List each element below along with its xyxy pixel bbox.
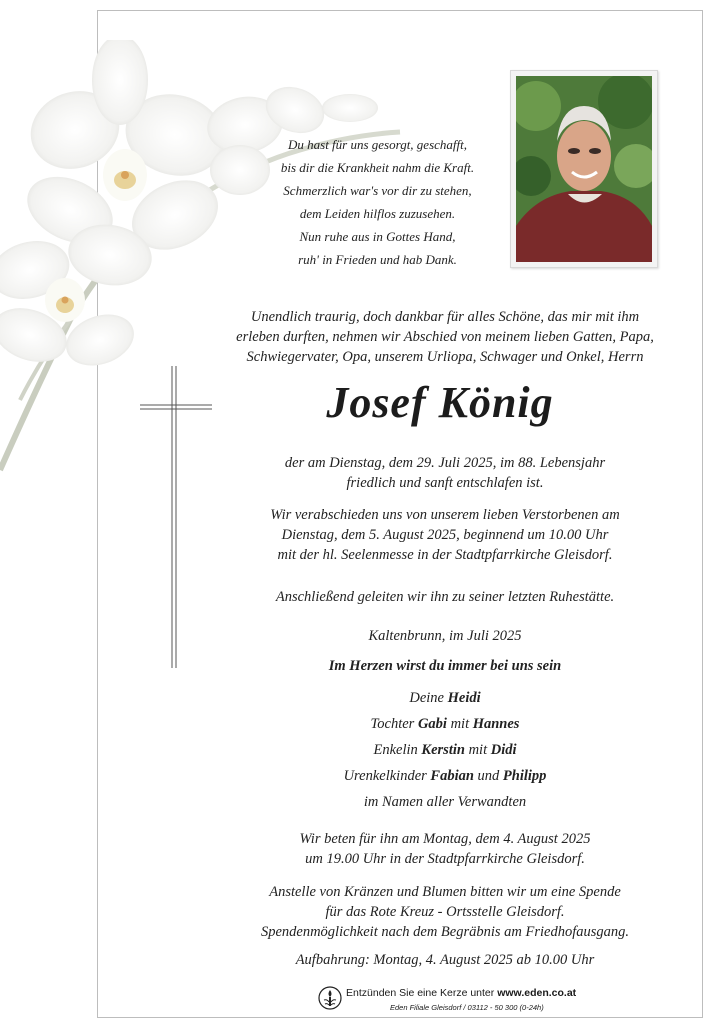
intro-line: Unendlich traurig, doch dankbar für alles Schöne, das mir mit ihm	[250, 309, 640, 325]
poem	[270, 133, 485, 271]
poem-line: Schmerzlich war's vor dir zu stehen,	[283, 183, 472, 198]
burial-text: Anschließend geleiten wir ihn zu seiner letzten Ruhestätte.	[275, 589, 615, 605]
family-daughter: Tochter Gabi mit Hannes	[370, 716, 520, 732]
viewing-text: Aufbahrung: Montag, 4. August 2025 ab 10.00 Uhr	[295, 952, 595, 968]
funeral-line: mit der hl. Seelenmesse in der Stadtpfarrkirche Gleisdorf.	[277, 547, 613, 563]
donation-line: für das Rote Kreuz - Ortsstelle Gleisdorf.	[325, 904, 565, 920]
donation-line: Anstelle von Kränzen und Blumen bitten wir um eine Spende	[269, 884, 621, 900]
poem-line: bis dir die Krankheit nahm die Kraft.	[280, 160, 475, 175]
intro-text	[220, 307, 670, 367]
prayer-line: Wir beten für ihn am Montag, dem 4. August 2025	[299, 831, 591, 847]
funeral-line: Dienstag, dem 5. August 2025, beginnend um 10.00 Uhr	[281, 527, 609, 543]
family-list	[220, 685, 670, 815]
cross-icon	[140, 366, 212, 668]
intro-line: Schwiegervater, Opa, unserem Urliopa, Schwager und Onkel, Herrn	[246, 349, 644, 365]
family-granddaughter: Enkelin Kerstin mit Didi	[373, 742, 517, 758]
funeral-text	[220, 505, 670, 565]
funeral-line: Wir verabschieden uns von unserem lieben Verstorbenen am	[270, 507, 620, 523]
family-relatives: im Namen aller Verwandten	[363, 794, 527, 810]
candle-logo-icon	[318, 986, 342, 1010]
poem-line: ruh' in Frieden und hab Dank.	[298, 252, 457, 267]
donation-text	[220, 882, 670, 942]
poem-line: dem Leiden hilflos zuzusehen.	[299, 206, 456, 221]
footer-contact: Eden Filiale Gleisdorf / 03112 - 50 300 (0-24h)	[390, 1003, 544, 1012]
footer-url-link[interactable]: www.eden.co.at	[497, 987, 577, 999]
donation-line: Spendenmöglichkeit nach dem Begräbnis am Friedhofausgang.	[260, 924, 630, 940]
poem-line: Du hast für uns gesorgt, geschafft,	[288, 137, 467, 152]
poem-line: Nun ruhe aus in Gottes Hand,	[299, 229, 456, 244]
portrait-frame	[510, 70, 658, 268]
place-date: Kaltenbrunn, im Juli 2025	[368, 628, 522, 644]
family-great-grandchildren: Urenkelkinder Fabian und Philipp	[343, 768, 547, 784]
deceased-name: Josef König	[326, 378, 554, 427]
footer-candle-text: Entzünden Sie eine Kerze unter www.eden.co.at	[346, 987, 577, 999]
prayer-line: um 19.00 Uhr in der Stadtpfarrkirche Gleisdorf.	[305, 851, 585, 867]
portrait-photo	[516, 76, 652, 262]
death-line: der am Dienstag, dem 29. Juli 2025, im 88. Lebensjahr	[284, 455, 606, 471]
intro-line: erleben durften, nehmen wir Abschied von meinem lieben Gatten, Papa,	[236, 329, 654, 345]
death-line: friedlich und sanft entschlafen ist.	[346, 475, 544, 491]
prayer-text	[220, 829, 670, 869]
death-text	[220, 453, 670, 493]
family-wife: Deine Heidi	[409, 690, 481, 706]
motto: Im Herzen wirst du immer bei uns sein	[328, 658, 562, 674]
